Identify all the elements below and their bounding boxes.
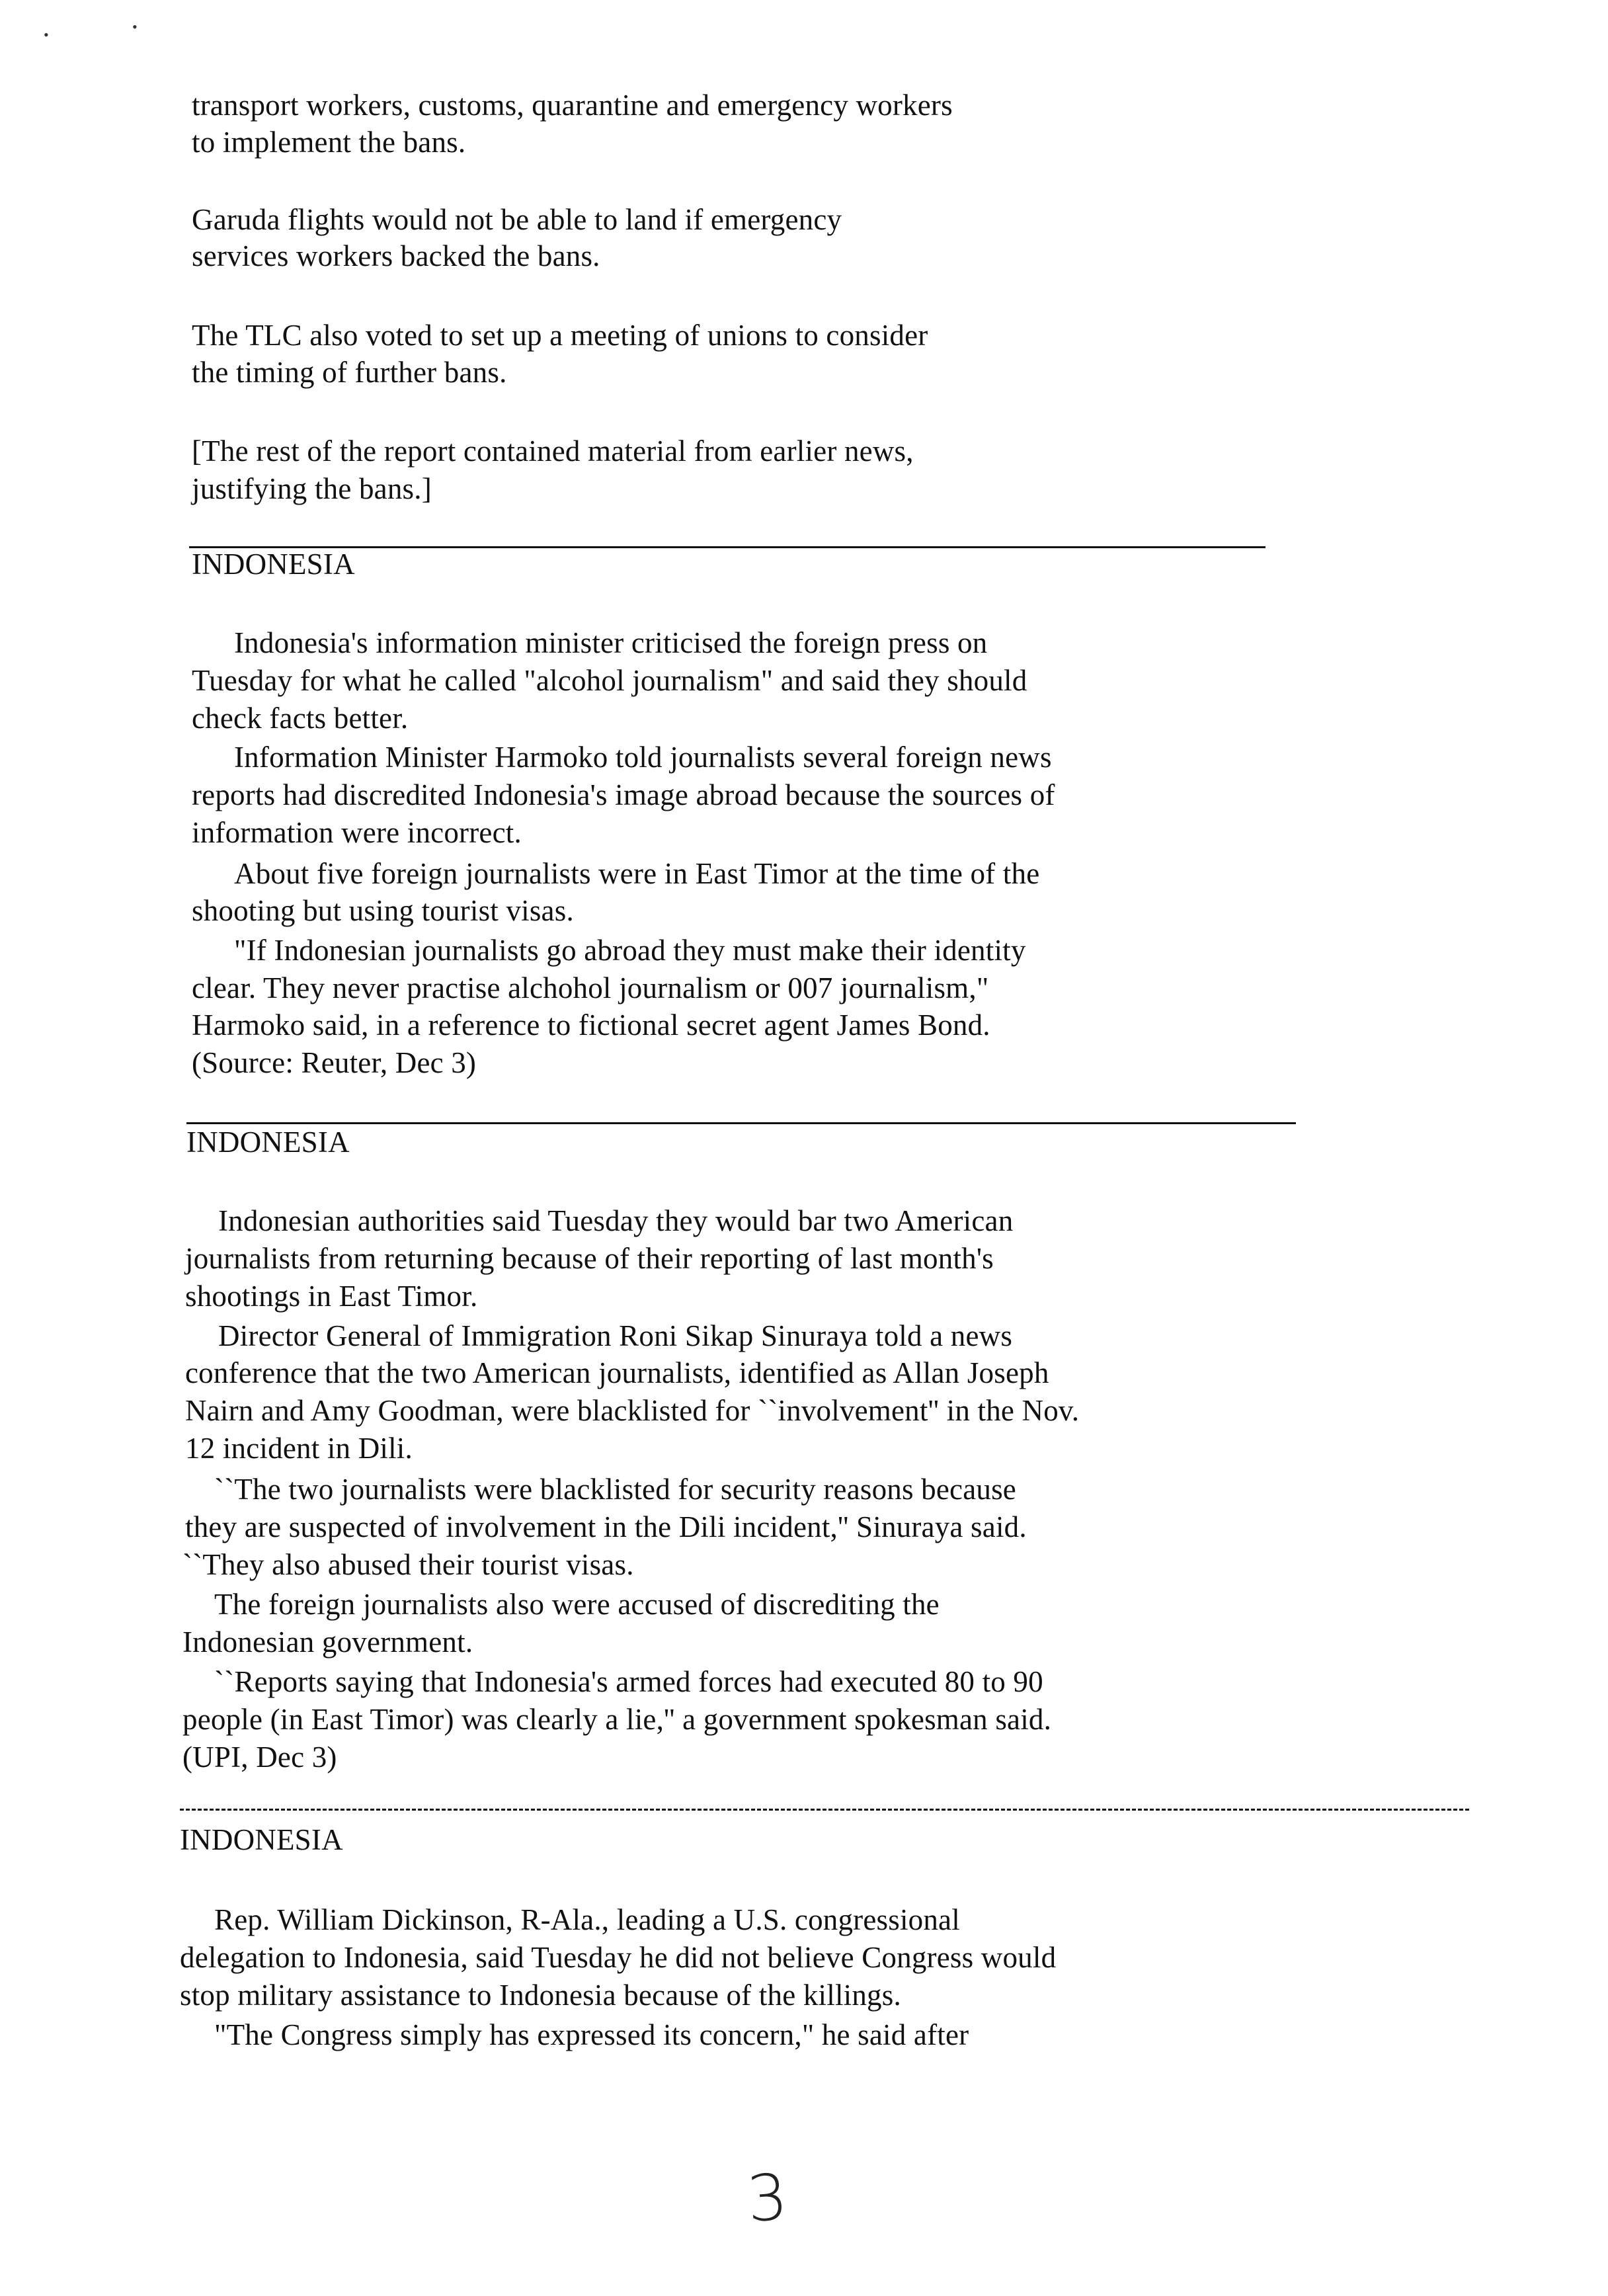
- text-line: Indonesia's information minister criticised the foreign press on: [234, 626, 988, 659]
- text-line: information were incorrect.: [192, 816, 522, 849]
- text-line: to implement the bans.: [192, 126, 466, 159]
- text-line: people (in East Timor) was clearly a lie,'' a government spokesman said.: [182, 1703, 1052, 1736]
- text-line: "If Indonesian journalists go abroad they must make their identity: [234, 934, 1026, 967]
- text-line: Indonesian authorities said Tuesday they would bar two American: [218, 1204, 1014, 1237]
- text-line: Indonesian government.: [182, 1625, 473, 1659]
- text-line: justifying the bans.]: [192, 472, 432, 505]
- text-line: About five foreign journalists were in East Timor at the time of the: [234, 857, 1040, 890]
- text-line: services workers backed the bans.: [192, 239, 600, 272]
- text-line: ``The two journalists were blacklisted for security reasons because: [214, 1473, 1016, 1506]
- text-line: delegation to Indonesia, said Tuesday he did not believe Congress would: [180, 1941, 1057, 1974]
- text-line: Tuesday for what he called "alcohol journalism" and said they should: [192, 664, 1027, 697]
- text-line: (UPI, Dec 3): [182, 1741, 337, 1774]
- text-line: shootings in East Timor.: [185, 1280, 478, 1313]
- section-divider: [186, 1122, 1296, 1124]
- text-line: stop military assistance to Indonesia because of the killings.: [180, 1979, 901, 2012]
- text-line: ``They also abused their tourist visas.: [182, 1548, 634, 1581]
- scan-speck: •: [132, 19, 138, 35]
- text-line: ``Reports saying that Indonesia's armed forces had executed 80 to 90: [214, 1665, 1043, 1698]
- page-number: 3: [744, 2160, 790, 2236]
- text-line: The TLC also voted to set up a meeting of unions to consider: [192, 319, 928, 352]
- text-line: Information Minister Harmoko told journalists several foreign news: [234, 741, 1052, 774]
- scan-speck: •: [44, 26, 49, 43]
- section-heading: INDONESIA: [180, 1823, 343, 1856]
- text-line: 12 incident in Dili.: [185, 1432, 413, 1465]
- text-line: journalists from returning because of their reporting of last month's: [185, 1242, 994, 1275]
- text-line: check facts better.: [192, 702, 409, 735]
- text-line: the timing of further bans.: [192, 356, 507, 389]
- text-line: Director General of Immigration Roni Sikap Sinuraya told a news: [218, 1319, 1013, 1352]
- text-line: shooting but using tourist visas.: [192, 894, 574, 927]
- text-line: "The Congress simply has expressed its concern," he said after: [214, 2018, 969, 2051]
- text-line: conference that the two American journalists, identified as Allan Joseph: [185, 1356, 1049, 1389]
- text-line: Rep. William Dickinson, R-Ala., leading a U.S. congressional: [214, 1903, 960, 1936]
- text-line: The foreign journalists also were accused of discrediting the: [214, 1588, 940, 1621]
- text-line: transport workers, customs, quarantine and emergency workers: [192, 89, 953, 122]
- text-line: reports had discredited Indonesia's image abroad because the sources of: [192, 778, 1055, 811]
- text-line: clear. They never practise alchohol journalism or 007 journalism,": [192, 971, 989, 1004]
- text-line: Garuda flights would not be able to land if emergency: [192, 203, 842, 236]
- text-line: [The rest of the report contained material from earlier news,: [192, 434, 914, 468]
- text-line: (Source: Reuter, Dec 3): [192, 1046, 477, 1079]
- text-line: Nairn and Amy Goodman, were blacklisted for ``involvement'' in the Nov.: [185, 1394, 1080, 1427]
- section-heading: INDONESIA: [192, 548, 355, 581]
- section-heading: INDONESIA: [186, 1126, 350, 1159]
- text-line: Harmoko said, in a reference to fictional secret agent James Bond.: [192, 1008, 990, 1042]
- section-divider-dashed: [180, 1809, 1469, 1811]
- text-line: they are suspected of involvement in the Dili incident,'' Sinuraya said.: [185, 1510, 1027, 1543]
